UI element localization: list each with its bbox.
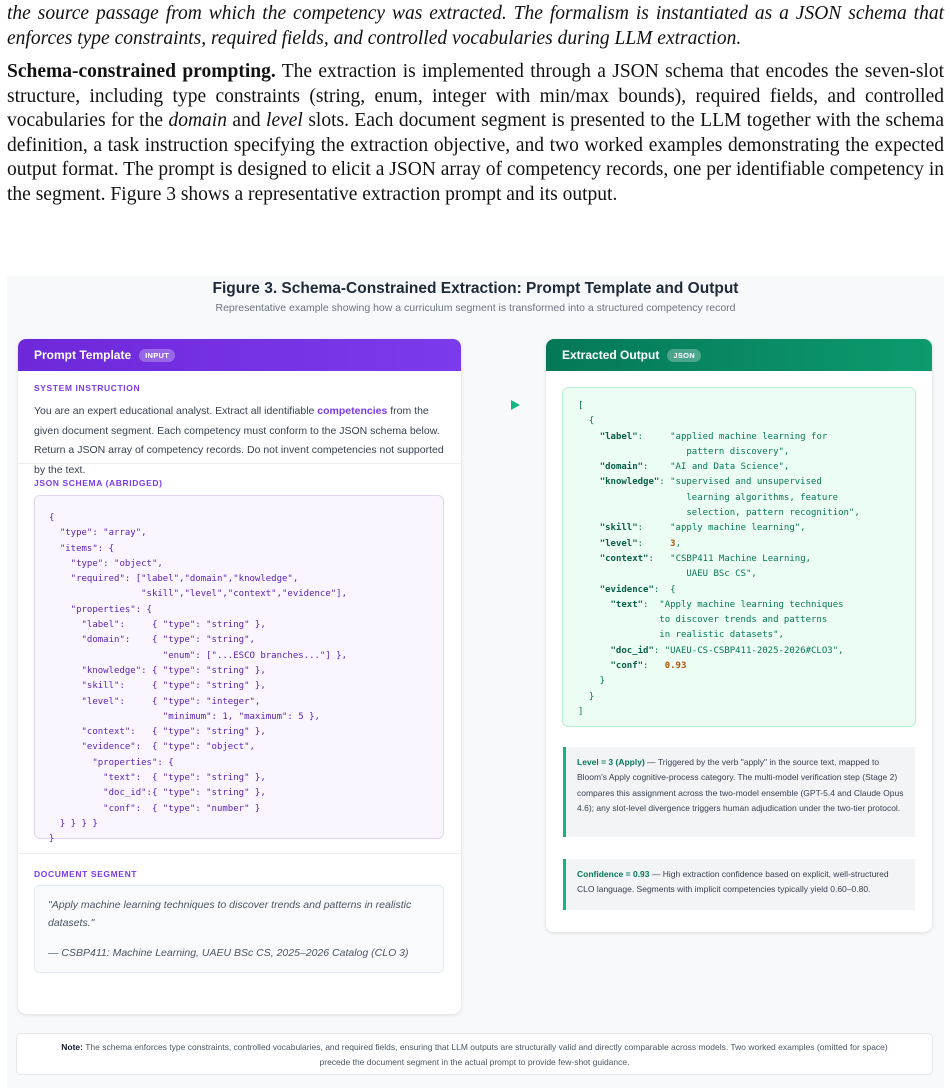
intro-paragraph: the source passage from which the competency was extracted. The formalism is instantiated as a JSON schema that enforces type constraints, required fields, and controlled vocabularies during LLM extraction. <box>7 3 944 49</box>
figure-3 <box>7 276 944 1088</box>
figure-title: Figure 3. Schema-Constrained Extraction: Prompt Template and Output <box>212 280 739 297</box>
document-segment-label: DOCUMENT SEGMENT <box>34 869 138 879</box>
play-triangle-icon <box>511 400 520 410</box>
json-schema-box <box>34 495 444 845</box>
paragraph-heading: Schema-constrained prompting. <box>7 61 276 82</box>
document-segment-citation: — CSBP411: Machine Learning, UAEU BSc CS, 2025–2026 Catalog (CLO 3) <box>48 947 409 959</box>
prompt-template-header <box>18 339 461 371</box>
level-note: Level = 3 (Apply) — Triggered by the verb "apply" in the source text, mapped to Bloom's Apply cognitive-process category. The multi-model verification step (Stage 2) compares this assignment across the two-model ensemble (GPT-5.4 and Claude Opus 4.6); any slot-level divergence triggers human adjudication under the two-tier protocol. <box>563 747 915 837</box>
extracted-output-header <box>546 339 932 371</box>
extracted-output-card <box>546 339 932 932</box>
section-divider <box>18 463 461 464</box>
json-schema-label: JSON SCHEMA (ABRIDGED) <box>34 478 163 488</box>
schema-prompting-paragraph: Schema-constrained prompting. The extraction is implemented through a JSON schema that encodes the seven-slot structure, including type constraints (string, enum, integer with min/max bounds), required fields, and controlled vocabularies for the domain and level slots. Each document segment is presented to the LLM together with the schema definition, a task instruction specifying the extraction objective, and two worked examples demonstrating the expected output format. The prompt is designed to elicit a JSON array of competency records, one per identifiable competency in the segment. Figure 3 shows a representative extraction prompt and its output. <box>7 61 945 205</box>
json-badge: JSON <box>667 349 701 362</box>
system-instruction-label: SYSTEM INSTRUCTION <box>34 383 141 393</box>
document-segment-box <box>34 885 444 973</box>
confidence-note: Confidence = 0.93 — High extraction confidence based on explicit, well-structured CLO language. Segments with implicit competencies typically yield 0.60–0.80. <box>563 859 915 910</box>
system-instruction-text: You are an expert educational analyst. Extract all identifiable competencies from the given document segment. Each competency must conform to the JSON schema below. Return a JSON array of competency records. Do not invent competencies not supported by the text. <box>34 405 444 476</box>
prompt-template-card <box>18 339 461 1014</box>
figure-subtitle: Representative example showing how a curriculum segment is transformed into a structured competency record <box>215 302 736 314</box>
json-output-box <box>562 387 916 727</box>
em-domain: domain <box>168 110 227 131</box>
json-schema-code: { "type": "array", "items": { "type": "object", "required": ["label","domain","knowledge", "skill","level","context","evidence"], "properties": { "label": { "type": "string" }, "domain": { "type": "string", "enum": ["...ESCO branches..."] }, "knowledge": { "type": "string" }, "skill": { "type": "string" }, "level": { "type": "integer", "minimum": 1, "maximum": 5 }, "context": { "type": "string" }, "evidence": { "type": "object", "properties": { "text": { "type": "string" }, "doc_id":{ "type": "string" }, "conf": { "type": "number" } } } } } } <box>49 513 348 845</box>
section-divider <box>18 853 461 854</box>
em-level: level <box>266 110 303 131</box>
extracted-output-title: Extracted Output <box>562 348 660 362</box>
json-output-code: [ { "label": "applied machine learning for pattern discovery", "domain": "AI and Data Science", "knowledge": "supervised and unsupervised learning algorithms, feature selection, pattern recognition", "skill": "apply machine learning", "level": 3, "context": "CSBP411 Machine Learning, UAEU BSc CS", "evidence": { "text": "Apply machine learning techniques to discover trends and patterns in realistic datasets", "doc_id": "UAEU-CS-CSBP411-2025-2026#CLO3", "conf": 0.93 } } ] <box>578 401 860 717</box>
competencies-highlight: competencies <box>317 405 388 417</box>
prompt-template-title: Prompt Template <box>34 348 132 362</box>
document-segment-quote: "Apply machine learning techniques to discover trends and patterns in realistic datasets." <box>48 899 412 929</box>
figure-footnote: Note: The schema enforces type constraints, controlled vocabularies, and required fields, ensuring that LLM outputs are structurally valid and directly comparable across models. Two worked examples (omitted for space) precede the document segment in the actual prompt to provide few-shot guidance. <box>16 1033 933 1075</box>
input-badge: INPUT <box>139 349 175 362</box>
